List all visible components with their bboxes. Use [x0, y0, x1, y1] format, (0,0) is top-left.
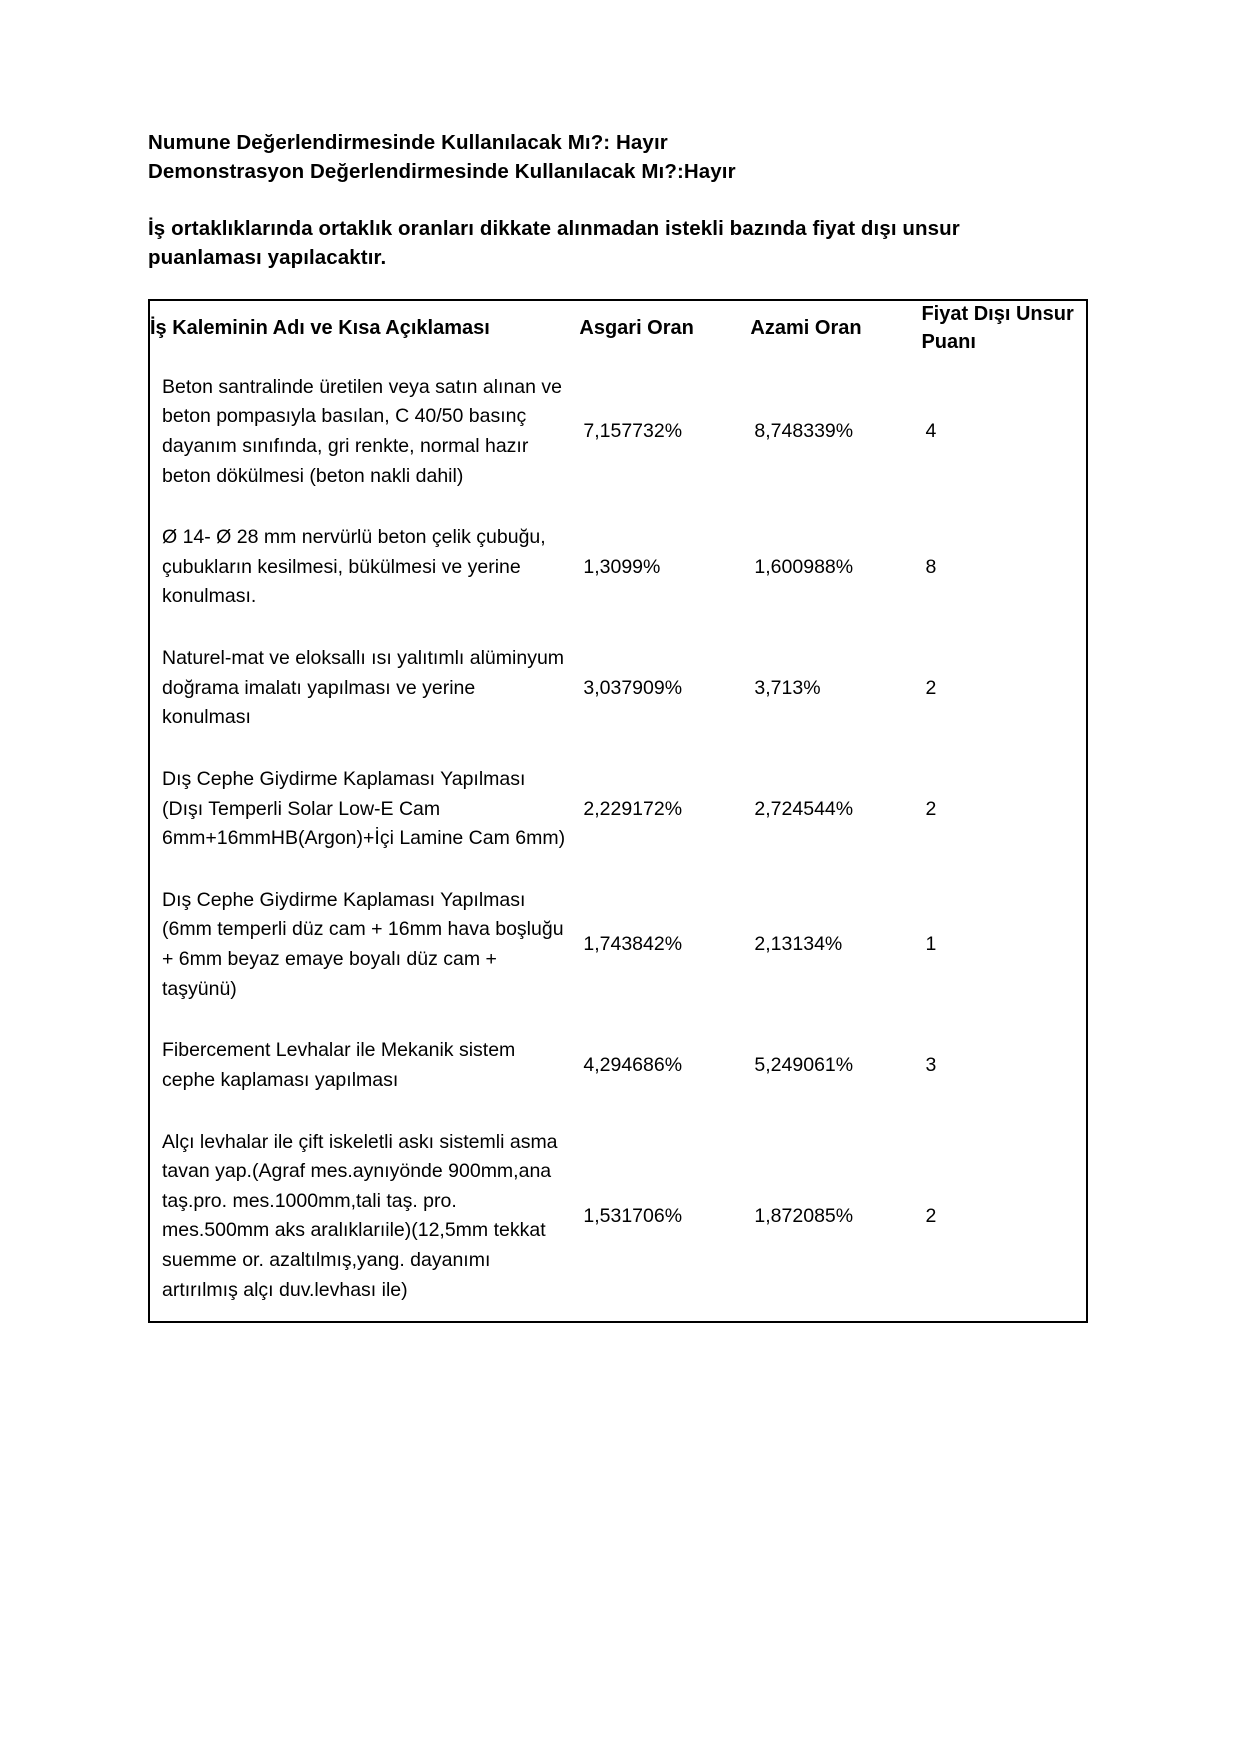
criteria-table [148, 299, 1088, 1323]
column-header-min-ratio: Asgari Oran [579, 317, 694, 340]
cell-max-ratio: 3,713% [754, 676, 821, 699]
document-content [148, 128, 1093, 1323]
cell-description: Dış Cephe Giydirme Kaplaması Yapılması (6mm temperli düz cam + 16mm hava boşluğu + 6mm beyaz emaye boyalı düz cam + taşyünü) [162, 888, 564, 1000]
cell-max-ratio: 1,600988% [754, 555, 854, 578]
cell-description: Beton santralinde üretilen veya satın alınan ve beton pompasıyla basılan, C 40/50 basınç dayanım sınıfında, gri renkte, normal hazır beton dökülmesi (beton nakli dahil) [162, 375, 563, 487]
cell-points: 3 [925, 1054, 937, 1077]
cell-points: 2 [925, 1204, 937, 1227]
cell-points: 8 [925, 555, 937, 578]
table-row [149, 870, 1087, 1021]
cell-points: 2 [925, 676, 937, 699]
table-row [149, 507, 1087, 628]
cell-min-ratio: 4,294686% [583, 1054, 683, 1077]
cell-min-ratio: 1,743842% [583, 933, 683, 956]
cell-max-ratio: 2,724544% [754, 797, 854, 820]
table-header [149, 300, 1087, 356]
criteria-table-wrapper [148, 299, 1093, 1323]
cell-max-ratio: 2,13134% [754, 933, 843, 956]
table-body [149, 357, 1087, 1323]
cell-description: Ø 14- Ø 28 mm nervürlü beton çelik çubuğu, çubukların kesilmesi, bükülmesi ve yerine konulması. [162, 526, 546, 608]
cell-min-ratio: 2,229172% [583, 797, 683, 820]
cell-max-ratio: 5,249061% [754, 1054, 854, 1077]
table-row [149, 357, 1087, 508]
column-header-description: İş Kaleminin Adı ve Kısa Açıklaması [150, 317, 490, 340]
cell-description: Alçı levhalar ile çift iskeletli askı sistemli asma tavan yap.(Agraf mes.aynıyönde 900mm,ana taş.pro. mes.1000mm,tali taş. pro. mes.500mm aks aralıklarıile)(12,5mm tekkat suemme or. azaltılmış,yang. dayanımı artırılmış alçı duv.levhası ile) [162, 1130, 558, 1301]
cell-points: 1 [925, 933, 937, 956]
heading-line-2: Demonstrasyon Değerlendirmesinde Kullanılacak Mı?:Hayır [148, 160, 736, 184]
column-header-points: Fiyat Dışı Unsur Puanı [921, 303, 1074, 354]
cell-description: Dış Cephe Giydirme Kaplaması Yapılması (Dışı Temperli Solar Low-E Cam 6mm+16mmHB(Argon)+İçi Lamine Cam 6mm) [162, 767, 566, 850]
cell-description: Naturel-mat ve eloksallı ısı yalıtımlı alüminyum doğrama imalatı yapılması ve yerine konulması [162, 647, 565, 729]
table-header-row [149, 300, 1087, 356]
cell-min-ratio: 1,3099% [583, 555, 661, 578]
table-row [149, 628, 1087, 749]
cell-min-ratio: 7,157732% [583, 420, 683, 443]
cell-points: 4 [925, 420, 937, 443]
cell-description: Fibercement Levhalar ile Mekanik sistem cephe kaplaması yapılması [162, 1039, 516, 1091]
table-row [149, 749, 1087, 870]
cell-max-ratio: 1,872085% [754, 1204, 854, 1227]
column-header-max-ratio: Azami Oran [750, 317, 862, 340]
intro-paragraph: İş ortaklıklarında ortaklık oranları dikkate alınmadan istekli bazında fiyat dışı unsur puanlaması yapılacaktır. [148, 217, 960, 270]
cell-max-ratio: 8,748339% [754, 420, 854, 443]
table-row [149, 1112, 1087, 1323]
cell-points: 2 [925, 797, 937, 820]
cell-min-ratio: 3,037909% [583, 676, 683, 699]
cell-min-ratio: 1,531706% [583, 1204, 683, 1227]
document-heading [148, 128, 1093, 186]
table-row [149, 1020, 1087, 1111]
heading-line-1: Numune Değerlendirmesinde Kullanılacak Mı?: Hayır [148, 131, 668, 154]
